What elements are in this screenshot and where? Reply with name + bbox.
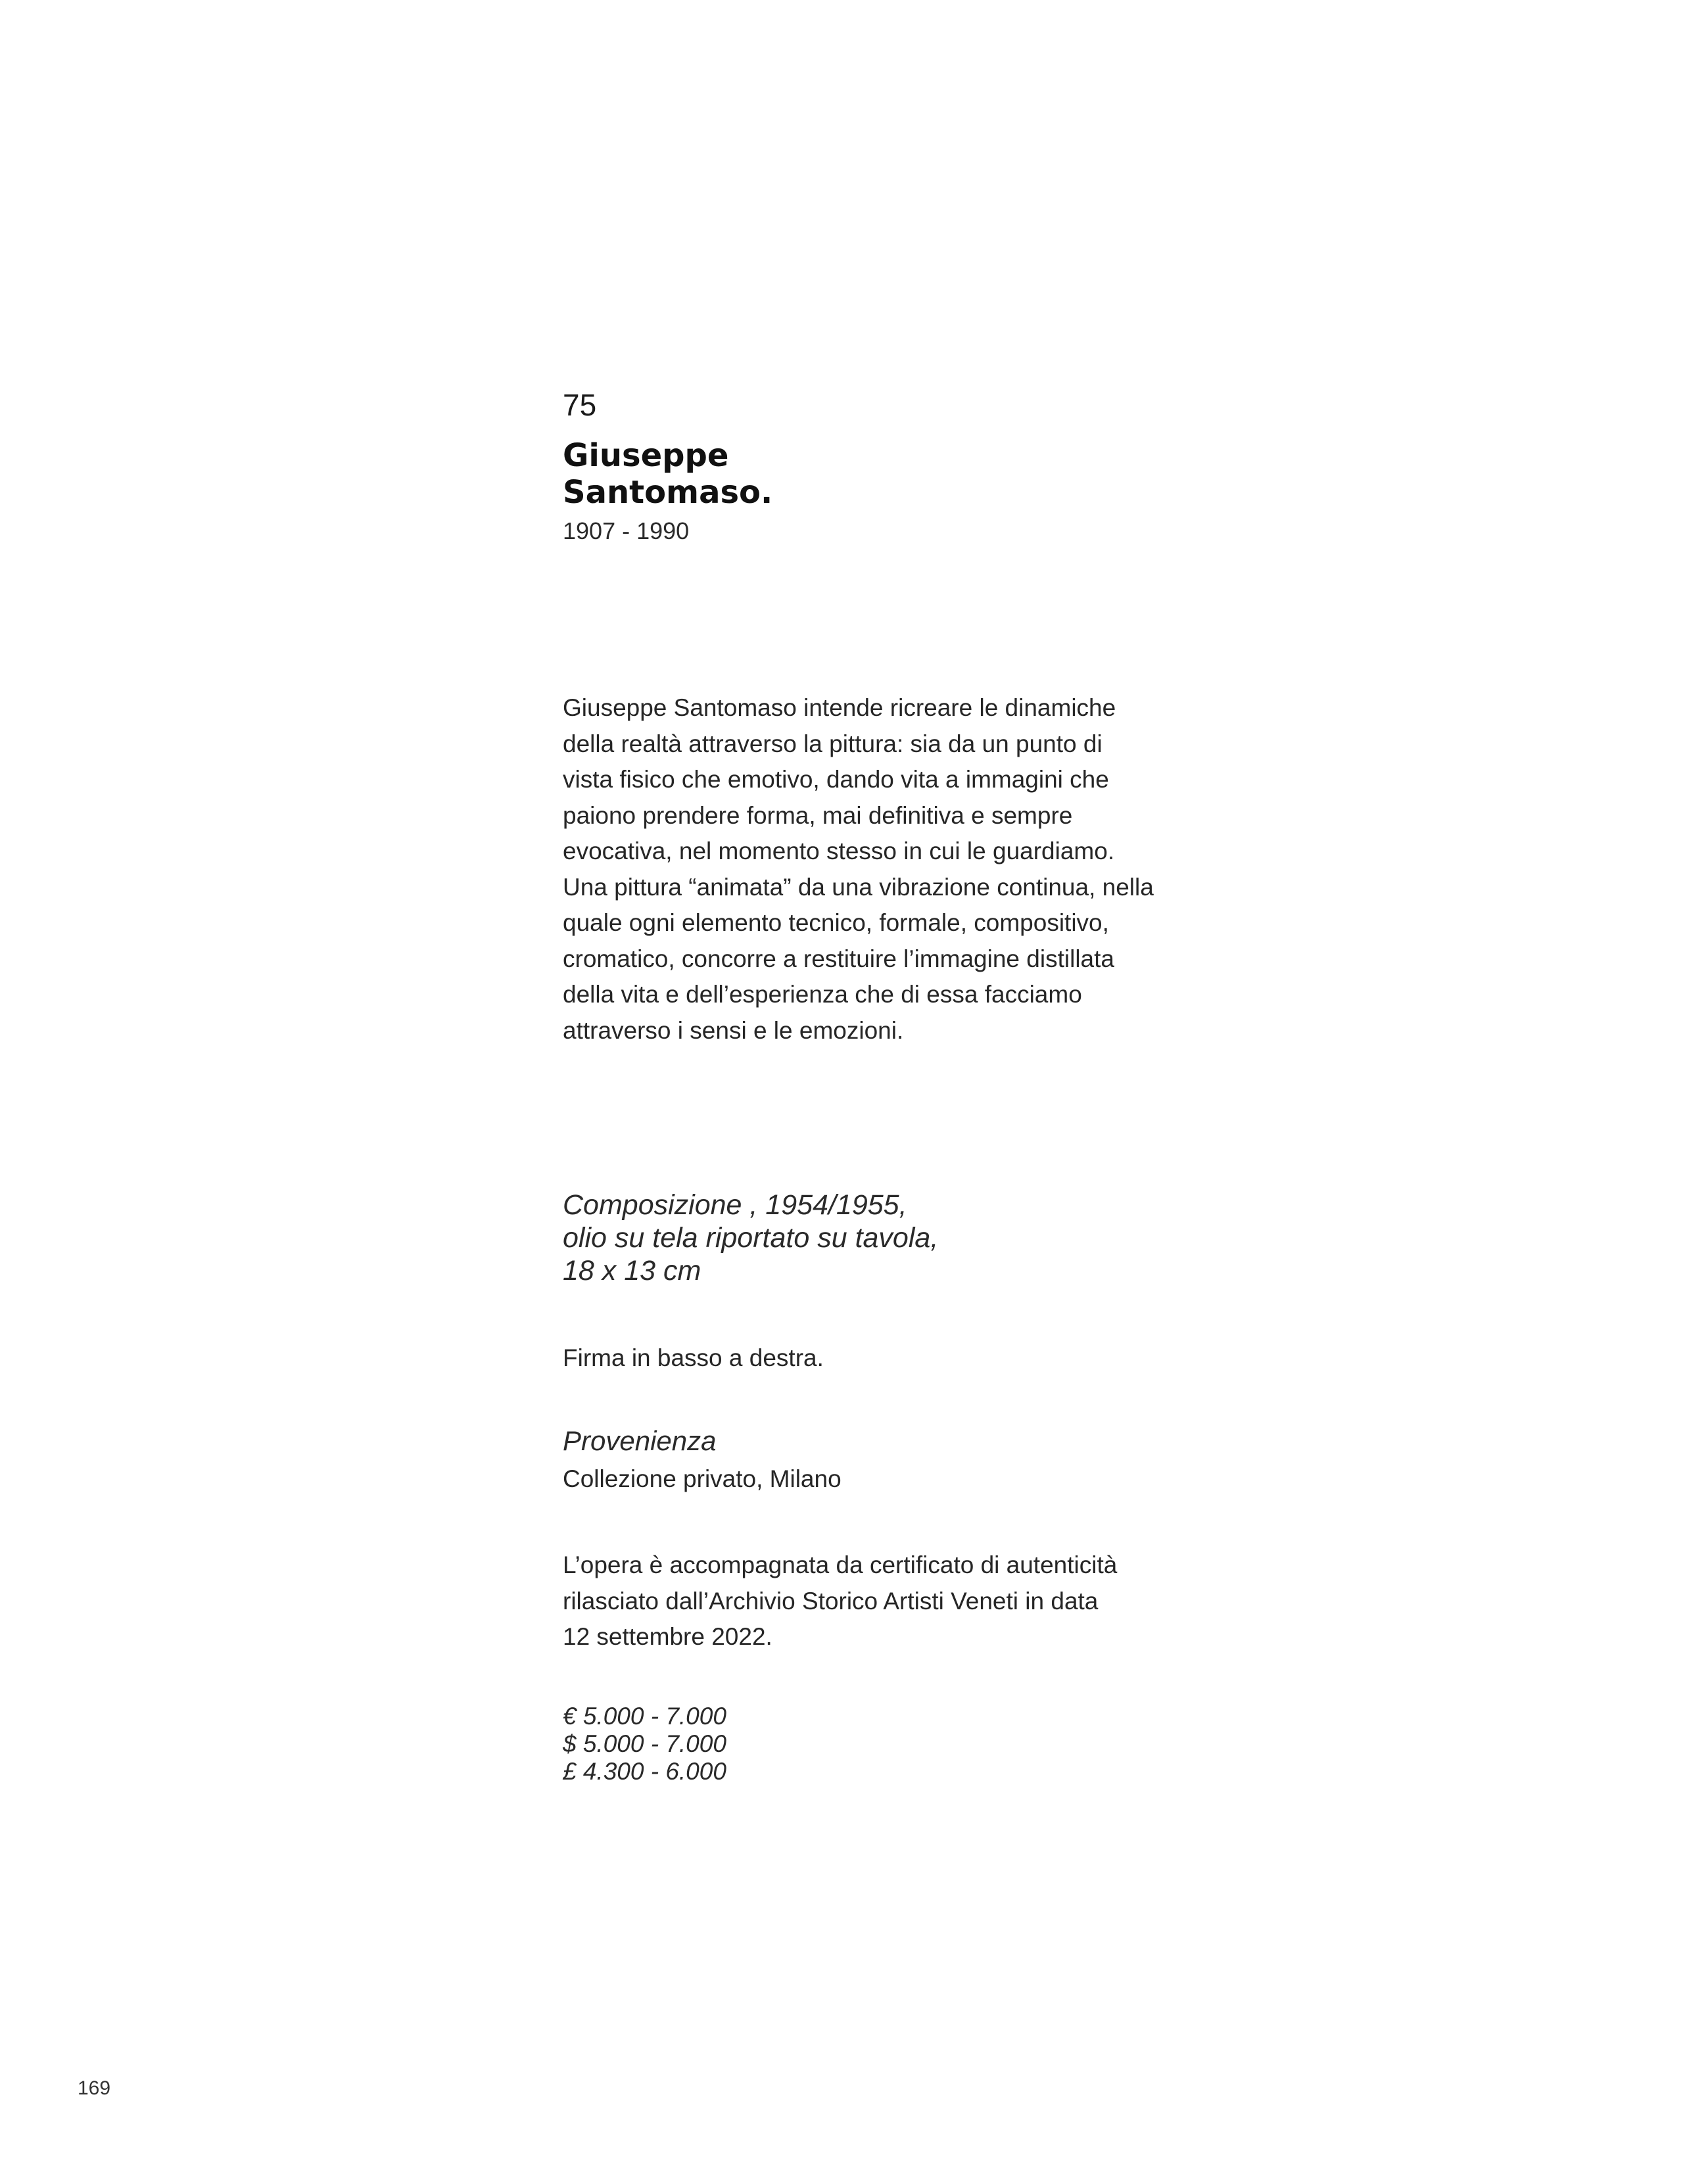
estimate-usd: $ 5.000 - 7.000 — [563, 1730, 726, 1757]
description-line: Una pittura “animata” da una vibrazione continua, nella — [563, 873, 1154, 901]
artwork-title: Composizione , 1954/1955, — [563, 1189, 907, 1221]
certificate-line: L’opera è accompagnata da certificato di autenticità — [563, 1551, 1118, 1578]
description-line: attraverso i sensi e le emozioni. — [563, 1016, 904, 1044]
artist-last-name: Santomaso. — [563, 474, 773, 511]
estimate-gbp: £ 4.300 - 6.000 — [563, 1758, 726, 1785]
certificate-note — [563, 1548, 1117, 1655]
certificate-line: rilasciato dall’Archivio Storico Artisti Veneti in data — [563, 1587, 1099, 1615]
certificate-line: 12 settembre 2022. — [563, 1623, 772, 1650]
artist-description — [563, 690, 1194, 1049]
description-line: cromatico, concorre a restituire l’immagine distillata — [563, 945, 1114, 972]
provenance-value: Collezione privato, Milano — [563, 1465, 842, 1492]
artist-years: 1907 - 1990 — [563, 517, 690, 544]
page-number: 169 — [78, 2077, 111, 2099]
provenance-label: Provenienza — [563, 1425, 717, 1456]
artwork-details — [563, 1189, 938, 1287]
artwork-medium: olio su tela riportato su tavola, — [563, 1222, 939, 1254]
price-estimates — [563, 1703, 726, 1785]
description-line: della realtà attraverso la pittura: sia da un punto di — [563, 730, 1103, 757]
estimate-eur: € 5.000 - 7.000 — [563, 1703, 726, 1730]
description-line: della vita e dell’esperienza che di essa facciamo — [563, 981, 1082, 1008]
description-line: evocativa, nel momento stesso in cui le guardiamo. — [563, 838, 1115, 864]
description-line: vista fisico che emotivo, dando vita a immagini che — [563, 766, 1109, 793]
signature-note: Firma in basso a destra. — [563, 1344, 824, 1371]
artwork-dimensions: 18 x 13 cm — [563, 1255, 701, 1287]
description-line: paiono prendere forma, mai definitiva e sempre — [563, 801, 1073, 829]
description-line: Giuseppe Santomaso intende ricreare le dinamiche — [563, 694, 1116, 721]
lot-number: 75 — [563, 388, 597, 422]
artist-name — [563, 437, 772, 511]
description-line: quale ogni elemento tecnico, formale, compositivo, — [563, 909, 1109, 936]
artist-first-name: Giuseppe — [563, 437, 729, 474]
